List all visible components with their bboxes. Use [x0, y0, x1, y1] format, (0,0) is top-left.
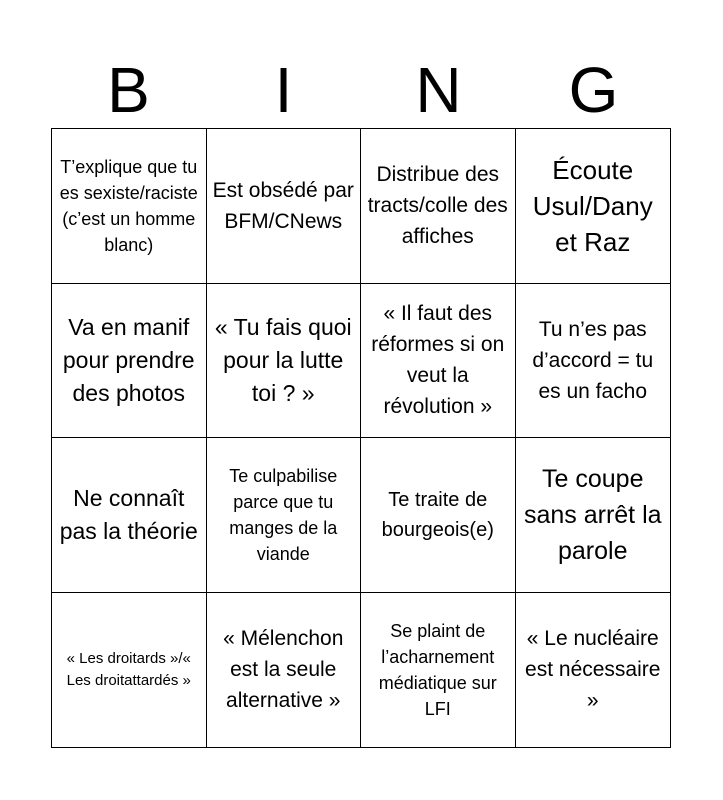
bingo-cell-8[interactable] [516, 284, 671, 439]
bingo-header [51, 52, 671, 128]
bingo-cell-text: Est obsédé par BFM/CNews [212, 178, 354, 233]
header-letter-g: G [568, 54, 619, 126]
bingo-cell-7[interactable] [361, 284, 516, 439]
bingo-cell-text: Se plaint de l’acharnement médiatique sur LFI [378, 620, 497, 719]
bingo-cell-16[interactable] [516, 593, 671, 748]
bingo-grid [51, 128, 671, 748]
bingo-cell-2[interactable] [207, 129, 362, 284]
bingo-cell-text: Te coupe sans arrêt la parole [523, 464, 662, 565]
bingo-cell-text: « Le nucléaire est nécessaire » [525, 627, 661, 713]
bingo-cell-14[interactable] [207, 593, 362, 748]
bingo-cell-text: Distribue des tracts/colle des affiches [367, 163, 508, 249]
bingo-cell-text: Va en manif pour prendre des photos [62, 313, 195, 406]
bingo-cell-text: « Mélenchon est la seule alternative » [223, 627, 344, 713]
bingo-cell-text: Ne connaît pas la théorie [59, 484, 198, 544]
bingo-cell-text: Te culpabilise parce que tu manges de la viande [229, 465, 338, 564]
bingo-cell-text: Tu n’es pas d’accord = tu es un facho [532, 317, 654, 403]
bingo-cell-1[interactable] [52, 129, 207, 284]
bingo-cell-text: « Tu fais quoi pour la lutte toi ? » [214, 313, 352, 406]
header-letter-n: N [415, 54, 462, 126]
bingo-cell-text: T’explique que tu es sexiste/raciste (c’est un homme blanc) [59, 156, 198, 255]
bingo-cell-10[interactable] [207, 438, 362, 593]
header-letter-b: B [107, 54, 150, 126]
bingo-cell-4[interactable] [516, 129, 671, 284]
bingo-cell-text: « Il faut des réformes si on veut la révolution » [371, 302, 505, 419]
bingo-cell-12[interactable] [516, 438, 671, 593]
bingo-cell-13[interactable] [52, 593, 207, 748]
bingo-cell-text: Écoute Usul/Dany et Raz [532, 154, 653, 257]
bingo-cell-15[interactable] [361, 593, 516, 748]
bingo-cell-11[interactable] [361, 438, 516, 593]
bingo-cell-5[interactable] [52, 284, 207, 439]
bingo-cell-6[interactable] [207, 284, 362, 439]
bingo-cell-text: Te traite de bourgeois(e) [381, 488, 494, 541]
bingo-cell-3[interactable] [361, 129, 516, 284]
bingo-cell-text: « Les droitards »/« Les droitattardés » [66, 649, 191, 689]
header-letter-i: I [274, 54, 293, 126]
bingo-cell-9[interactable] [52, 438, 207, 593]
